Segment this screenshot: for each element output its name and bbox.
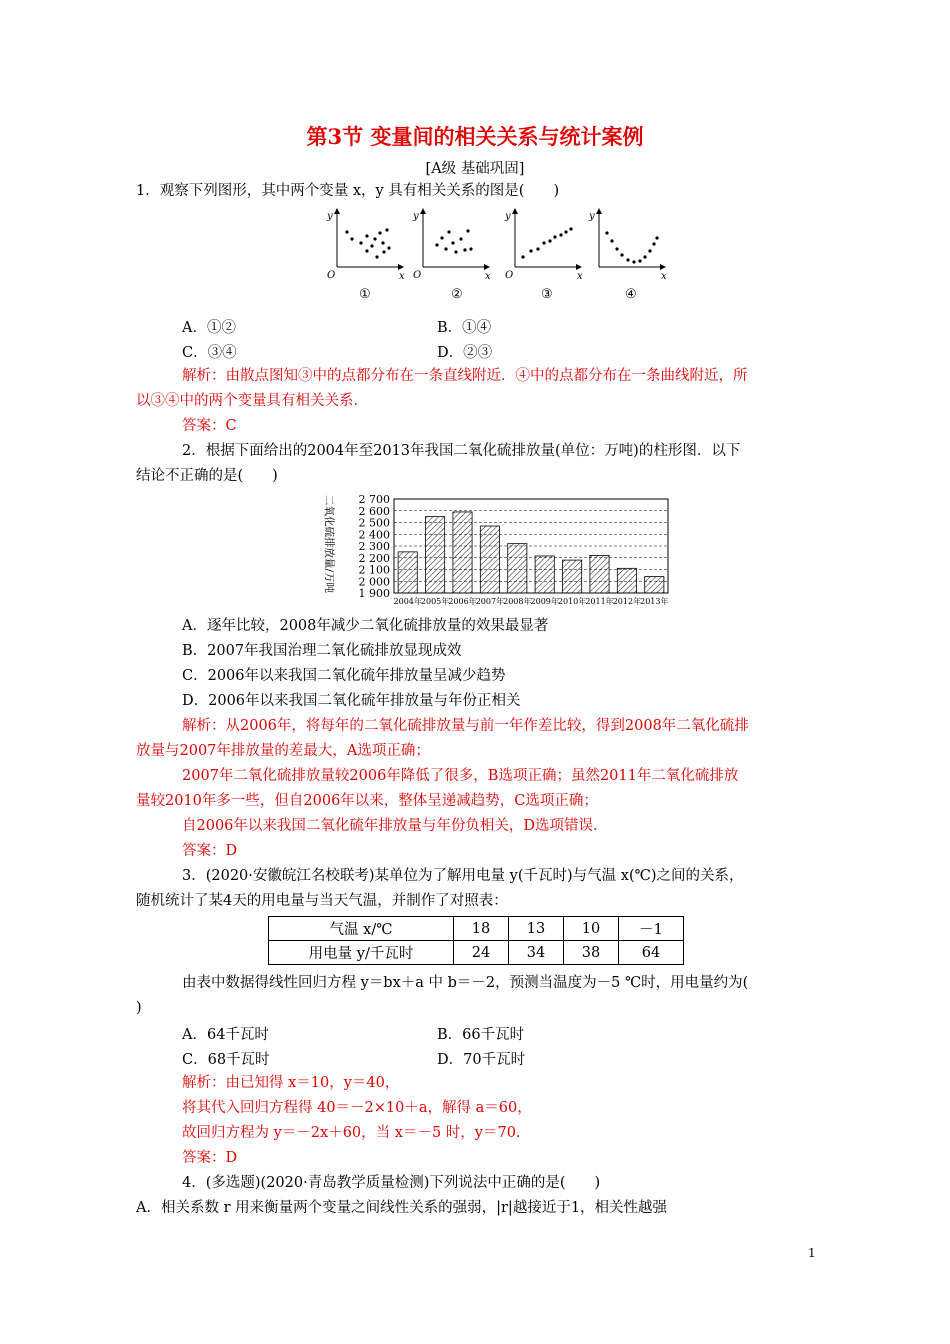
q3-answer: 答案：D (182, 1150, 238, 1166)
q2-analysis-line3: 2007年二氧化硫排放量较2006年降低了很多，B选项正确；虽然2011年二氧化硫排放 (182, 768, 739, 784)
svg-text:y: y (589, 211, 595, 222)
q2-answer: 答案：D (182, 843, 238, 859)
chart-bar (590, 555, 609, 593)
scatter-plot-2 (412, 209, 491, 302)
q1-option-a: A．①② (182, 320, 236, 336)
chart-ytick-label: 2 700 (358, 493, 390, 506)
so2-bar-chart (318, 490, 673, 610)
chart-bar (480, 526, 499, 593)
section-subtitle: [A级 基础巩固] (425, 161, 525, 177)
plot-label-3: ③ (541, 287, 553, 302)
page-title: 第3节 变量间的相关关系与统计案例 (306, 124, 644, 149)
table-cell: 10 (564, 917, 619, 941)
q3-option-b: B．66千瓦时 (437, 1027, 525, 1043)
q4-stem: 4．(多选题)(2020·青岛教学质量检测)下列说法中正确的是( ) (182, 1175, 601, 1191)
q2-option-b: B．2007年我国治理二氧化硫排放显现成效 (182, 643, 462, 659)
q3-stem-line3: 由表中数据得线性回归方程 y＝bx＋a 中 b＝－2，预测当温度为－5 ℃时，用电量约为( (182, 975, 749, 991)
chart-ytick-label: 2 600 (358, 504, 390, 518)
q2-analysis-line5: 自2006年以来我国二氧化硫年排放量与年份负相关，D选项错误． (182, 818, 608, 834)
q1-scatter-figures (315, 205, 675, 305)
chart-xtick-label: 2012年 (612, 597, 642, 606)
chart-xtick-label: 2004年 (393, 597, 422, 606)
q3-data-table (268, 916, 684, 965)
svg-text:x: x (485, 271, 491, 282)
chart-bar (645, 577, 664, 593)
chart-xtick-label: 2011年 (585, 597, 614, 606)
chart-ytick-label: 2 000 (358, 575, 390, 589)
svg-text:x: x (661, 271, 667, 282)
svg-text:O: O (505, 270, 514, 281)
chart-ytick-label: 2 100 (358, 563, 390, 577)
q3-option-a: A．64千瓦时 (182, 1027, 269, 1043)
chart-xtick-label: 2006年 (448, 597, 477, 606)
chart-bar (508, 544, 527, 593)
chart-xtick-label: 2008年 (503, 597, 532, 606)
axis-y-label: y (327, 211, 333, 222)
plot-label-1: ① (359, 287, 371, 302)
chart-ytick-label: 2 200 (358, 551, 390, 565)
table-row (269, 941, 684, 965)
q1-option-c: C．③④ (182, 345, 237, 361)
chart-ylabel: 二氧化硫排放量/万吨 (323, 495, 335, 594)
table-cell: 34 (509, 941, 564, 965)
chart-xtick-label: 2005年 (420, 597, 450, 606)
q2-option-a: A．逐年比较，2008年减少二氧化硫排放量的效果最显著 (182, 618, 549, 634)
q2-analysis-line2: 放量与2007年排放量的差最大，A选项正确； (136, 743, 430, 759)
q1-option-b: B．①④ (437, 320, 492, 336)
q1-option-d: D．②③ (437, 345, 493, 361)
table-cell: 13 (509, 917, 564, 941)
plot-label-2: ② (451, 287, 463, 302)
table-cell: －1 (619, 917, 684, 941)
q1-analysis-line1: 解析：由散点图知③中的点都分布在一条直线附近．④中的点都分布在一条曲线附近，所 (182, 368, 748, 384)
chart-ytick-label: 2 400 (358, 528, 390, 542)
table-cell: 64 (619, 941, 684, 965)
q3-stem-line1: 3．(2020·安徽皖江名校联考)某单位为了解用电量 y(千瓦时)与气温 x(℃)之间的关系， (182, 868, 744, 884)
q1-analysis-line2: 以③④中的两个变量具有相关关系． (136, 393, 368, 409)
chart-bar (617, 568, 636, 593)
scatter-plot-1 (326, 209, 405, 302)
page-number: 1 (808, 1246, 816, 1260)
q2-option-d: D．2006年以来我国二氧化硫年排放量与年份正相关 (182, 693, 521, 709)
svg-text:y: y (413, 211, 419, 222)
q3-option-c: C．68千瓦时 (182, 1052, 270, 1068)
chart-xtick-label: 2013年 (640, 597, 669, 606)
axis-x-label: x (399, 271, 405, 282)
table-cell: 用电量 y/千瓦时 (269, 941, 454, 965)
table-row (269, 917, 684, 941)
table-cell: 气温 x/℃ (269, 917, 454, 941)
chart-bar (453, 512, 472, 593)
chart-bar (563, 560, 582, 593)
svg-text:O: O (413, 270, 422, 281)
svg-text:x: x (577, 271, 583, 282)
chart-xtick-label: 2007年 (475, 597, 505, 606)
q2-option-c: C．2006年以来我国二氧化硫年排放量呈减少趋势 (182, 668, 506, 684)
table-cell: 38 (564, 941, 619, 965)
table-cell: 24 (454, 941, 509, 965)
q3-option-d: D．70千瓦时 (437, 1052, 526, 1068)
q3-analysis-line1: 解析：由已知得 x＝10，y＝40， (182, 1075, 400, 1091)
q3-analysis-line3: 故回归方程为 y＝－2x＋60，当 x＝－5 时，y＝70. (182, 1125, 521, 1141)
svg-text:y: y (505, 211, 511, 222)
q3-stem-line4: ) (136, 1000, 142, 1016)
scatter-plot-4 (588, 209, 667, 302)
chart-ytick-label: 2 300 (358, 540, 390, 553)
chart-bar (426, 517, 445, 593)
q3-stem-line2: 随机统计了某4天的用电量与当天气温，并制作了对照表： (136, 893, 508, 909)
q2-stem-line2: 结论不正确的是( ) (136, 468, 278, 484)
chart-xtick-label: 2010年 (557, 597, 587, 606)
chart-xtick-label: 2009年 (530, 597, 559, 606)
q3-analysis-line2: 将其代入回归方程得 40＝－2×10＋a，解得 a＝60， (182, 1100, 532, 1116)
scatter-plot-3 (504, 209, 583, 302)
chart-ytick-label: 2 500 (358, 516, 390, 530)
chart-bar (535, 556, 554, 593)
q1-answer: 答案：C (182, 418, 237, 434)
q2-analysis-line1: 解析：从2006年，将每年的二氧化硫排放量与前一年作差比较，得到2008年二氧化硫排 (182, 718, 749, 734)
chart-bar (398, 552, 417, 593)
q4-option-a: A．相关系数 r 用来衡量两个变量之间线性关系的强弱，|r|越接近于1，相关性越强 (136, 1200, 668, 1216)
plot-label-4: ④ (625, 287, 637, 302)
table-cell: 18 (454, 917, 509, 941)
q1-stem: 1．观察下列图形，其中两个变量 x，y 具有相关关系的图是( ) (136, 183, 560, 199)
chart-ytick-label: 1 900 (358, 587, 390, 600)
origin-label: O (327, 270, 336, 281)
q2-stem-line1: 2．根据下面给出的2004年至2013年我国二氧化硫排放量(单位：万吨)的柱形图．以下 (182, 443, 741, 459)
q2-analysis-line4: 量较2010年多一些，但自2006年以来，整体呈递减趋势，C选项正确； (136, 793, 598, 809)
